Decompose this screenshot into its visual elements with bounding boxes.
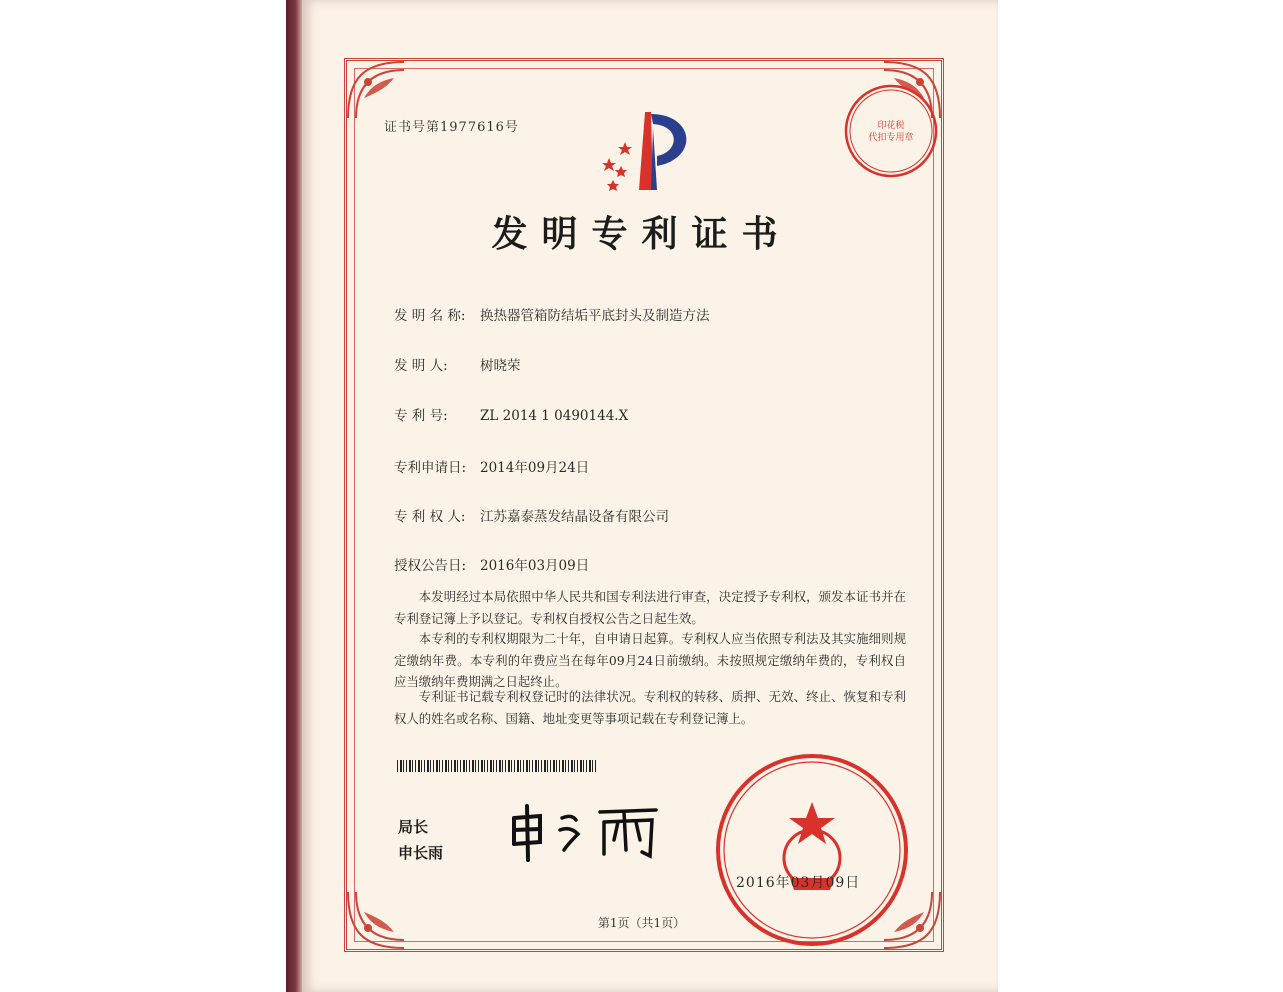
field-inventor xyxy=(394,354,521,374)
field-label: 专利申请日: xyxy=(394,460,467,476)
field-label: 专 利 权 人: xyxy=(394,509,466,525)
body-paragraph-2: 本专利的专利权期限为二十年，自申请日起算。专利权人应当依照专利法及其实施细则规定缴纳年费。本专利的年费应当在每年09月24日前缴纳。未按照规定缴纳年费的，专利权自应当缴纳年费期满之日起终止。 xyxy=(394,631,906,689)
field-label: 发 明 人: xyxy=(394,358,448,374)
certificate-title: 发明专利证书 xyxy=(491,213,792,255)
field-filing-date xyxy=(394,456,589,476)
field-label: 授权公告日: xyxy=(394,558,467,574)
director-title: 局长 xyxy=(398,818,429,836)
certificate-number: 证书号第1977616号 xyxy=(384,120,519,135)
patent-office-logo-icon xyxy=(595,108,705,200)
field-label: 专 利 号: xyxy=(394,408,448,424)
director-signature xyxy=(506,800,666,864)
field-patent-number xyxy=(394,404,628,424)
field-invention-name xyxy=(394,304,710,324)
svg-text:印花税: 印花税 xyxy=(877,121,905,131)
barcode xyxy=(397,760,597,772)
field-value: 换热器管箱防结垢平底封头及制造方法 xyxy=(480,308,710,324)
page-number: 第1页（共1页） xyxy=(597,916,686,930)
field-value: 树晓荣 xyxy=(480,358,521,374)
book-spine xyxy=(286,0,302,992)
corner-ornament-top-left xyxy=(344,58,408,122)
tax-stamp-seal xyxy=(842,82,940,180)
field-label: 发 明 名 称: xyxy=(394,308,466,324)
body-paragraph-3: 专利证书记载专利权登记时的法律状况。专利权的转移、质押、无效、终止、恢复和专利权人的姓名或名称、国籍、地址变更等事项记载在专利登记簿上。 xyxy=(394,689,906,726)
svg-text:代扣专用章: 代扣专用章 xyxy=(868,133,914,143)
issue-date: 2016年03月09日 xyxy=(736,875,861,891)
field-patentee xyxy=(394,505,669,525)
field-grant-date xyxy=(394,554,589,574)
field-value: ZL 2014 1 0490144.X xyxy=(480,408,629,424)
field-value: 2016年03月09日 xyxy=(480,558,590,574)
director-name: 申长雨 xyxy=(398,844,444,862)
body-paragraph-1: 本发明经过本局依照中华人民共和国专利法进行审查，决定授予专利权，颁发本证书并在专利登记簿上予以登记。专利权自授权公告之日起生效。 xyxy=(394,589,906,626)
field-value: 2014年09月24日 xyxy=(480,460,590,476)
field-value: 江苏嘉泰蒸发结晶设备有限公司 xyxy=(480,509,669,525)
